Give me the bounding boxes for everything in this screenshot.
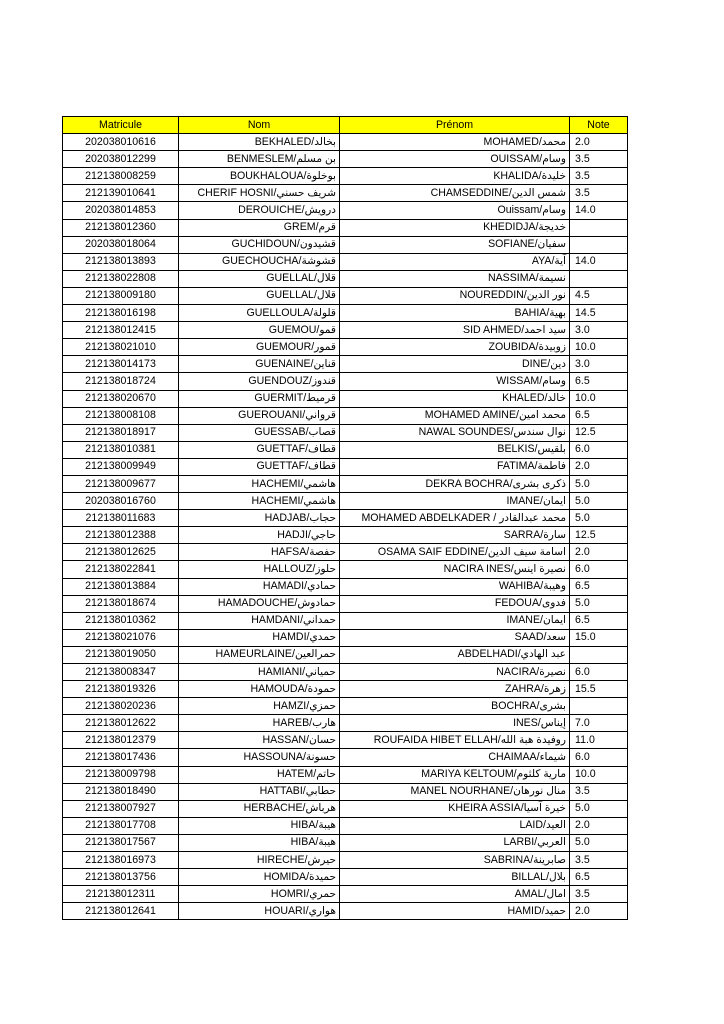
table-row xyxy=(63,629,628,646)
cell-nom: DEROUICHE/درويش xyxy=(179,202,340,219)
cell-note: 6.0 xyxy=(570,441,628,458)
cell-nom: HASSAN/حسان xyxy=(179,732,340,749)
cell-prenom: MOHAMED/محمد xyxy=(340,134,570,151)
table-row xyxy=(63,869,628,886)
cell-prenom: WISSAM/وسام xyxy=(340,373,570,390)
cell-prenom: MOHAMED ABDELKADER / محمد عبدالقادر xyxy=(340,510,570,527)
cell-nom: BOUKHALOUA/بوخلوة xyxy=(179,168,340,185)
cell-nom: CHERIF HOSNI/شريف حسني xyxy=(179,185,340,202)
cell-prenom: ZAHRA/زهرة xyxy=(340,681,570,698)
cell-prenom: OUISSAM/وسام xyxy=(340,151,570,168)
cell-prenom: NASSIMA/نسيمة xyxy=(340,270,570,287)
cell-matricule: 212138018917 xyxy=(63,424,179,441)
cell-note: 6.5 xyxy=(570,407,628,424)
cell-nom: HOMRI/حمري xyxy=(179,886,340,903)
cell-note: 6.0 xyxy=(570,664,628,681)
cell-prenom: NACIRA/نصيرة xyxy=(340,664,570,681)
cell-note: 6.5 xyxy=(570,869,628,886)
cell-prenom: BELKIS/بلقيس xyxy=(340,441,570,458)
cell-nom: HIBA/هيبة xyxy=(179,817,340,834)
cell-nom: GUEMOU/قمو xyxy=(179,322,340,339)
table-row xyxy=(63,715,628,732)
cell-note: 7.0 xyxy=(570,715,628,732)
cell-prenom: FEDOUA/فدوى xyxy=(340,595,570,612)
cell-nom: HALLOUZ/حلوز xyxy=(179,561,340,578)
cell-matricule: 212138016198 xyxy=(63,305,179,322)
table-row xyxy=(63,287,628,304)
cell-note: 12.5 xyxy=(570,527,628,544)
cell-note xyxy=(570,219,628,236)
cell-prenom: BOCHRA/بشرى xyxy=(340,698,570,715)
cell-nom: GUERMIT/قرميط xyxy=(179,390,340,407)
table-row xyxy=(63,852,628,869)
cell-matricule: 212138018490 xyxy=(63,783,179,800)
cell-nom: HADJI/حاجي xyxy=(179,527,340,544)
cell-nom: HOUARI/هواري xyxy=(179,903,340,920)
cell-matricule: 212138022808 xyxy=(63,270,179,287)
cell-matricule: 212138008108 xyxy=(63,407,179,424)
table-row xyxy=(63,424,628,441)
cell-matricule: 212138012360 xyxy=(63,219,179,236)
table-row xyxy=(63,202,628,219)
cell-matricule: 212138017708 xyxy=(63,817,179,834)
cell-note: 2.0 xyxy=(570,817,628,834)
cell-matricule: 212138010362 xyxy=(63,612,179,629)
cell-matricule: 212138021076 xyxy=(63,629,179,646)
cell-prenom: MOHAMED AMINE/محمد امين xyxy=(340,407,570,424)
table-row xyxy=(63,595,628,612)
cell-note: 3.5 xyxy=(570,886,628,903)
table-row xyxy=(63,783,628,800)
cell-nom: GREM/قرم xyxy=(179,219,340,236)
cell-matricule: 212138012625 xyxy=(63,544,179,561)
cell-matricule: 212138012641 xyxy=(63,903,179,920)
cell-prenom: CHAMSEDDINE/شمس الدين xyxy=(340,185,570,202)
cell-note: 14.0 xyxy=(570,202,628,219)
cell-note: 3.0 xyxy=(570,356,628,373)
table-row xyxy=(63,766,628,783)
cell-matricule: 212138019050 xyxy=(63,646,179,663)
cell-note: 5.0 xyxy=(570,595,628,612)
table-row xyxy=(63,151,628,168)
cell-note xyxy=(570,236,628,253)
cell-matricule: 212138012379 xyxy=(63,732,179,749)
cell-matricule: 212138009949 xyxy=(63,458,179,475)
table-row xyxy=(63,407,628,424)
cell-nom: HAMADI/حمادي xyxy=(179,578,340,595)
grades-table xyxy=(62,116,628,920)
cell-prenom: ROUFAIDA HIBET ELLAH/روفيدة هبة الله xyxy=(340,732,570,749)
cell-note: 14.0 xyxy=(570,253,628,270)
cell-matricule: 212138018674 xyxy=(63,595,179,612)
cell-note: 14.5 xyxy=(570,305,628,322)
cell-note: 15.0 xyxy=(570,629,628,646)
cell-matricule: 212138010381 xyxy=(63,441,179,458)
cell-note xyxy=(570,646,628,663)
cell-note: 11.0 xyxy=(570,732,628,749)
cell-note: 10.0 xyxy=(570,766,628,783)
cell-matricule: 212138011683 xyxy=(63,510,179,527)
table-row xyxy=(63,903,628,920)
cell-nom: GUECHOUCHA/قشوشة xyxy=(179,253,340,270)
cell-matricule: 212138009798 xyxy=(63,766,179,783)
cell-note: 6.5 xyxy=(570,578,628,595)
cell-matricule: 212138018724 xyxy=(63,373,179,390)
cell-note: 2.0 xyxy=(570,903,628,920)
cell-note: 6.5 xyxy=(570,373,628,390)
cell-prenom: HAMID/حميد xyxy=(340,903,570,920)
cell-nom: GUCHIDOUN/قشيدون xyxy=(179,236,340,253)
cell-nom: GUELLAL/قلال xyxy=(179,270,340,287)
cell-prenom: IMANE/ايمان xyxy=(340,493,570,510)
cell-nom: HIRECHE/حيرش xyxy=(179,852,340,869)
cell-note: 10.0 xyxy=(570,339,628,356)
cell-prenom: SAAD/سعد xyxy=(340,629,570,646)
cell-nom: HAFSA/حفصة xyxy=(179,544,340,561)
cell-nom: HAMEURLAINE/حمرالعين xyxy=(179,646,340,663)
cell-prenom: LAID/العيد xyxy=(340,817,570,834)
cell-prenom: SOFIANE/سفيان xyxy=(340,236,570,253)
table-row xyxy=(63,441,628,458)
table-row xyxy=(63,578,628,595)
cell-note: 6.0 xyxy=(570,749,628,766)
cell-matricule: 212138020670 xyxy=(63,390,179,407)
cell-nom: HIBA/هيبة xyxy=(179,834,340,851)
cell-prenom: DEKRA BOCHRA/ذكرى بشرى xyxy=(340,475,570,492)
cell-nom: HADJAB/حجاب xyxy=(179,510,340,527)
cell-prenom: AMAL/امال xyxy=(340,886,570,903)
cell-prenom: NACIRA INES/نصيرة اينس xyxy=(340,561,570,578)
cell-prenom: DINE/دين xyxy=(340,356,570,373)
cell-nom: HOMIDA/حميدة xyxy=(179,869,340,886)
table-row xyxy=(63,732,628,749)
cell-note: 2.0 xyxy=(570,134,628,151)
cell-prenom: KHALIDA/خليدة xyxy=(340,168,570,185)
cell-prenom: MARIYA KELTOUM/مارية كلثوم xyxy=(340,766,570,783)
table-row xyxy=(63,373,628,390)
cell-matricule: 212138013893 xyxy=(63,253,179,270)
cell-nom: HAMZI/حمزي xyxy=(179,698,340,715)
cell-matricule: 212138009180 xyxy=(63,287,179,304)
header-prenom: Prénom xyxy=(340,117,570,134)
cell-nom: BENMESLEM/بن مسلم xyxy=(179,151,340,168)
table-row xyxy=(63,322,628,339)
cell-note: 3.5 xyxy=(570,151,628,168)
cell-note: 4.5 xyxy=(570,287,628,304)
cell-nom: GUETTAF/قطاف xyxy=(179,441,340,458)
table-row xyxy=(63,800,628,817)
cell-prenom: INES/إيناس xyxy=(340,715,570,732)
table-row xyxy=(63,527,628,544)
cell-matricule: 202038010616 xyxy=(63,134,179,151)
cell-note: 3.5 xyxy=(570,168,628,185)
cell-prenom: NOUREDDIN/نور الدين xyxy=(340,287,570,304)
cell-prenom: KHEDIDJA/خديجة xyxy=(340,219,570,236)
cell-matricule: 212138017436 xyxy=(63,749,179,766)
cell-matricule: 212138008347 xyxy=(63,664,179,681)
cell-note: 12.5 xyxy=(570,424,628,441)
cell-matricule: 202038014853 xyxy=(63,202,179,219)
table-row xyxy=(63,698,628,715)
cell-matricule: 212138012311 xyxy=(63,886,179,903)
table-row xyxy=(63,475,628,492)
cell-nom: HAREB/هارب xyxy=(179,715,340,732)
cell-prenom: AYA/آية xyxy=(340,253,570,270)
cell-note xyxy=(570,698,628,715)
header-matricule: Matricule xyxy=(63,117,179,134)
table-row xyxy=(63,612,628,629)
cell-matricule: 202038018064 xyxy=(63,236,179,253)
cell-prenom: LARBI/العربي xyxy=(340,834,570,851)
table-row xyxy=(63,168,628,185)
cell-note: 5.0 xyxy=(570,834,628,851)
cell-nom: GUETTAF/قطاف xyxy=(179,458,340,475)
table-row xyxy=(63,458,628,475)
cell-prenom: KHALED/خالد xyxy=(340,390,570,407)
header-note: Note xyxy=(570,117,628,134)
cell-prenom: Ouissam/وسام xyxy=(340,202,570,219)
cell-matricule: 212138016973 xyxy=(63,852,179,869)
cell-note xyxy=(570,270,628,287)
cell-matricule: 212138019326 xyxy=(63,681,179,698)
cell-prenom: BILLAL/بلال xyxy=(340,869,570,886)
table-row xyxy=(63,253,628,270)
cell-matricule: 212138014173 xyxy=(63,356,179,373)
table-row xyxy=(63,646,628,663)
header-nom: Nom xyxy=(179,117,340,134)
table-row xyxy=(63,236,628,253)
cell-note: 2.0 xyxy=(570,544,628,561)
cell-note: 5.0 xyxy=(570,475,628,492)
cell-prenom: ABDELHADI/عبد الهادي xyxy=(340,646,570,663)
table-row xyxy=(63,561,628,578)
cell-nom: GUESSAB/قصاب xyxy=(179,424,340,441)
cell-matricule: 212138012622 xyxy=(63,715,179,732)
cell-note: 6.0 xyxy=(570,561,628,578)
cell-note: 5.0 xyxy=(570,493,628,510)
cell-matricule: 202038016760 xyxy=(63,493,179,510)
cell-nom: BEKHALED/بخالد xyxy=(179,134,340,151)
cell-note: 3.5 xyxy=(570,185,628,202)
cell-prenom: KHEIRA ASSIA/خيرة آسيا xyxy=(340,800,570,817)
cell-prenom: SID AHMED/سيد احمد xyxy=(340,322,570,339)
cell-note: 3.5 xyxy=(570,783,628,800)
cell-note: 5.0 xyxy=(570,510,628,527)
cell-nom: HAMADOUCHE/حمادوش xyxy=(179,595,340,612)
cell-nom: GUELLOULA/قلولة xyxy=(179,305,340,322)
cell-nom: GUELLAL/قلال xyxy=(179,287,340,304)
cell-prenom: CHAIMAA/شيماء xyxy=(340,749,570,766)
cell-prenom: WAHIBA/وهيبة xyxy=(340,578,570,595)
table-row xyxy=(63,493,628,510)
table-row xyxy=(63,339,628,356)
cell-matricule: 212138013884 xyxy=(63,578,179,595)
cell-matricule: 212138022841 xyxy=(63,561,179,578)
table-row xyxy=(63,664,628,681)
cell-matricule: 212138012388 xyxy=(63,527,179,544)
cell-nom: HAMIANI/حمياني xyxy=(179,664,340,681)
cell-prenom: FATIMA/فاطمة xyxy=(340,458,570,475)
cell-matricule: 212138012415 xyxy=(63,322,179,339)
table-row xyxy=(63,681,628,698)
cell-nom: HAMDANI/حمداني xyxy=(179,612,340,629)
table-row xyxy=(63,886,628,903)
header-row xyxy=(63,117,628,134)
cell-matricule: 212138017567 xyxy=(63,834,179,851)
cell-matricule: 202038012299 xyxy=(63,151,179,168)
cell-note: 15.5 xyxy=(570,681,628,698)
cell-nom: HACHEMI/هاشمي xyxy=(179,475,340,492)
table-row xyxy=(63,134,628,151)
cell-note: 3.0 xyxy=(570,322,628,339)
cell-nom: HERBACHE/هرباش xyxy=(179,800,340,817)
table-row xyxy=(63,219,628,236)
cell-matricule: 212138008259 xyxy=(63,168,179,185)
cell-note: 5.0 xyxy=(570,800,628,817)
cell-nom: GUEROUANI/قرواني xyxy=(179,407,340,424)
cell-matricule: 212138021010 xyxy=(63,339,179,356)
cell-matricule: 212138013756 xyxy=(63,869,179,886)
cell-prenom: OSAMA SAIF EDDINE/اسامة سيف الدين xyxy=(340,544,570,561)
cell-note: 10.0 xyxy=(570,390,628,407)
table-row xyxy=(63,270,628,287)
table-row xyxy=(63,817,628,834)
cell-nom: GUEMOUR/قمور xyxy=(179,339,340,356)
table-row xyxy=(63,356,628,373)
table-row xyxy=(63,305,628,322)
table-row xyxy=(63,390,628,407)
cell-nom: HASSOUNA/حسونة xyxy=(179,749,340,766)
cell-matricule: 212138007927 xyxy=(63,800,179,817)
cell-nom: GUENAINE/قناين xyxy=(179,356,340,373)
table-row xyxy=(63,185,628,202)
table-row xyxy=(63,544,628,561)
cell-nom: GUENDOUZ/قندوز xyxy=(179,373,340,390)
cell-nom: HATEM/حاتم xyxy=(179,766,340,783)
cell-prenom: SARRA/سارة xyxy=(340,527,570,544)
cell-nom: HAMOUDA/حمودة xyxy=(179,681,340,698)
cell-prenom: SABRINA/صابرينة xyxy=(340,852,570,869)
cell-nom: HACHEMI/هاشمي xyxy=(179,493,340,510)
table-row xyxy=(63,510,628,527)
cell-note: 3.5 xyxy=(570,852,628,869)
cell-note: 6.5 xyxy=(570,612,628,629)
cell-nom: HATTABI/حطابي xyxy=(179,783,340,800)
cell-prenom: ZOUBIDA/زوبيدة xyxy=(340,339,570,356)
cell-prenom: BAHIA/بهية xyxy=(340,305,570,322)
cell-prenom: MANEL NOURHANE/منال نورهان xyxy=(340,783,570,800)
table-row xyxy=(63,834,628,851)
cell-nom: HAMDI/حمدي xyxy=(179,629,340,646)
cell-note: 2.0 xyxy=(570,458,628,475)
cell-prenom: IMANE/ايمان xyxy=(340,612,570,629)
cell-matricule: 212138020236 xyxy=(63,698,179,715)
cell-matricule: 212139010641 xyxy=(63,185,179,202)
cell-prenom: NAWAL SOUNDES/نوال سندس xyxy=(340,424,570,441)
table-row xyxy=(63,749,628,766)
cell-matricule: 212138009677 xyxy=(63,475,179,492)
